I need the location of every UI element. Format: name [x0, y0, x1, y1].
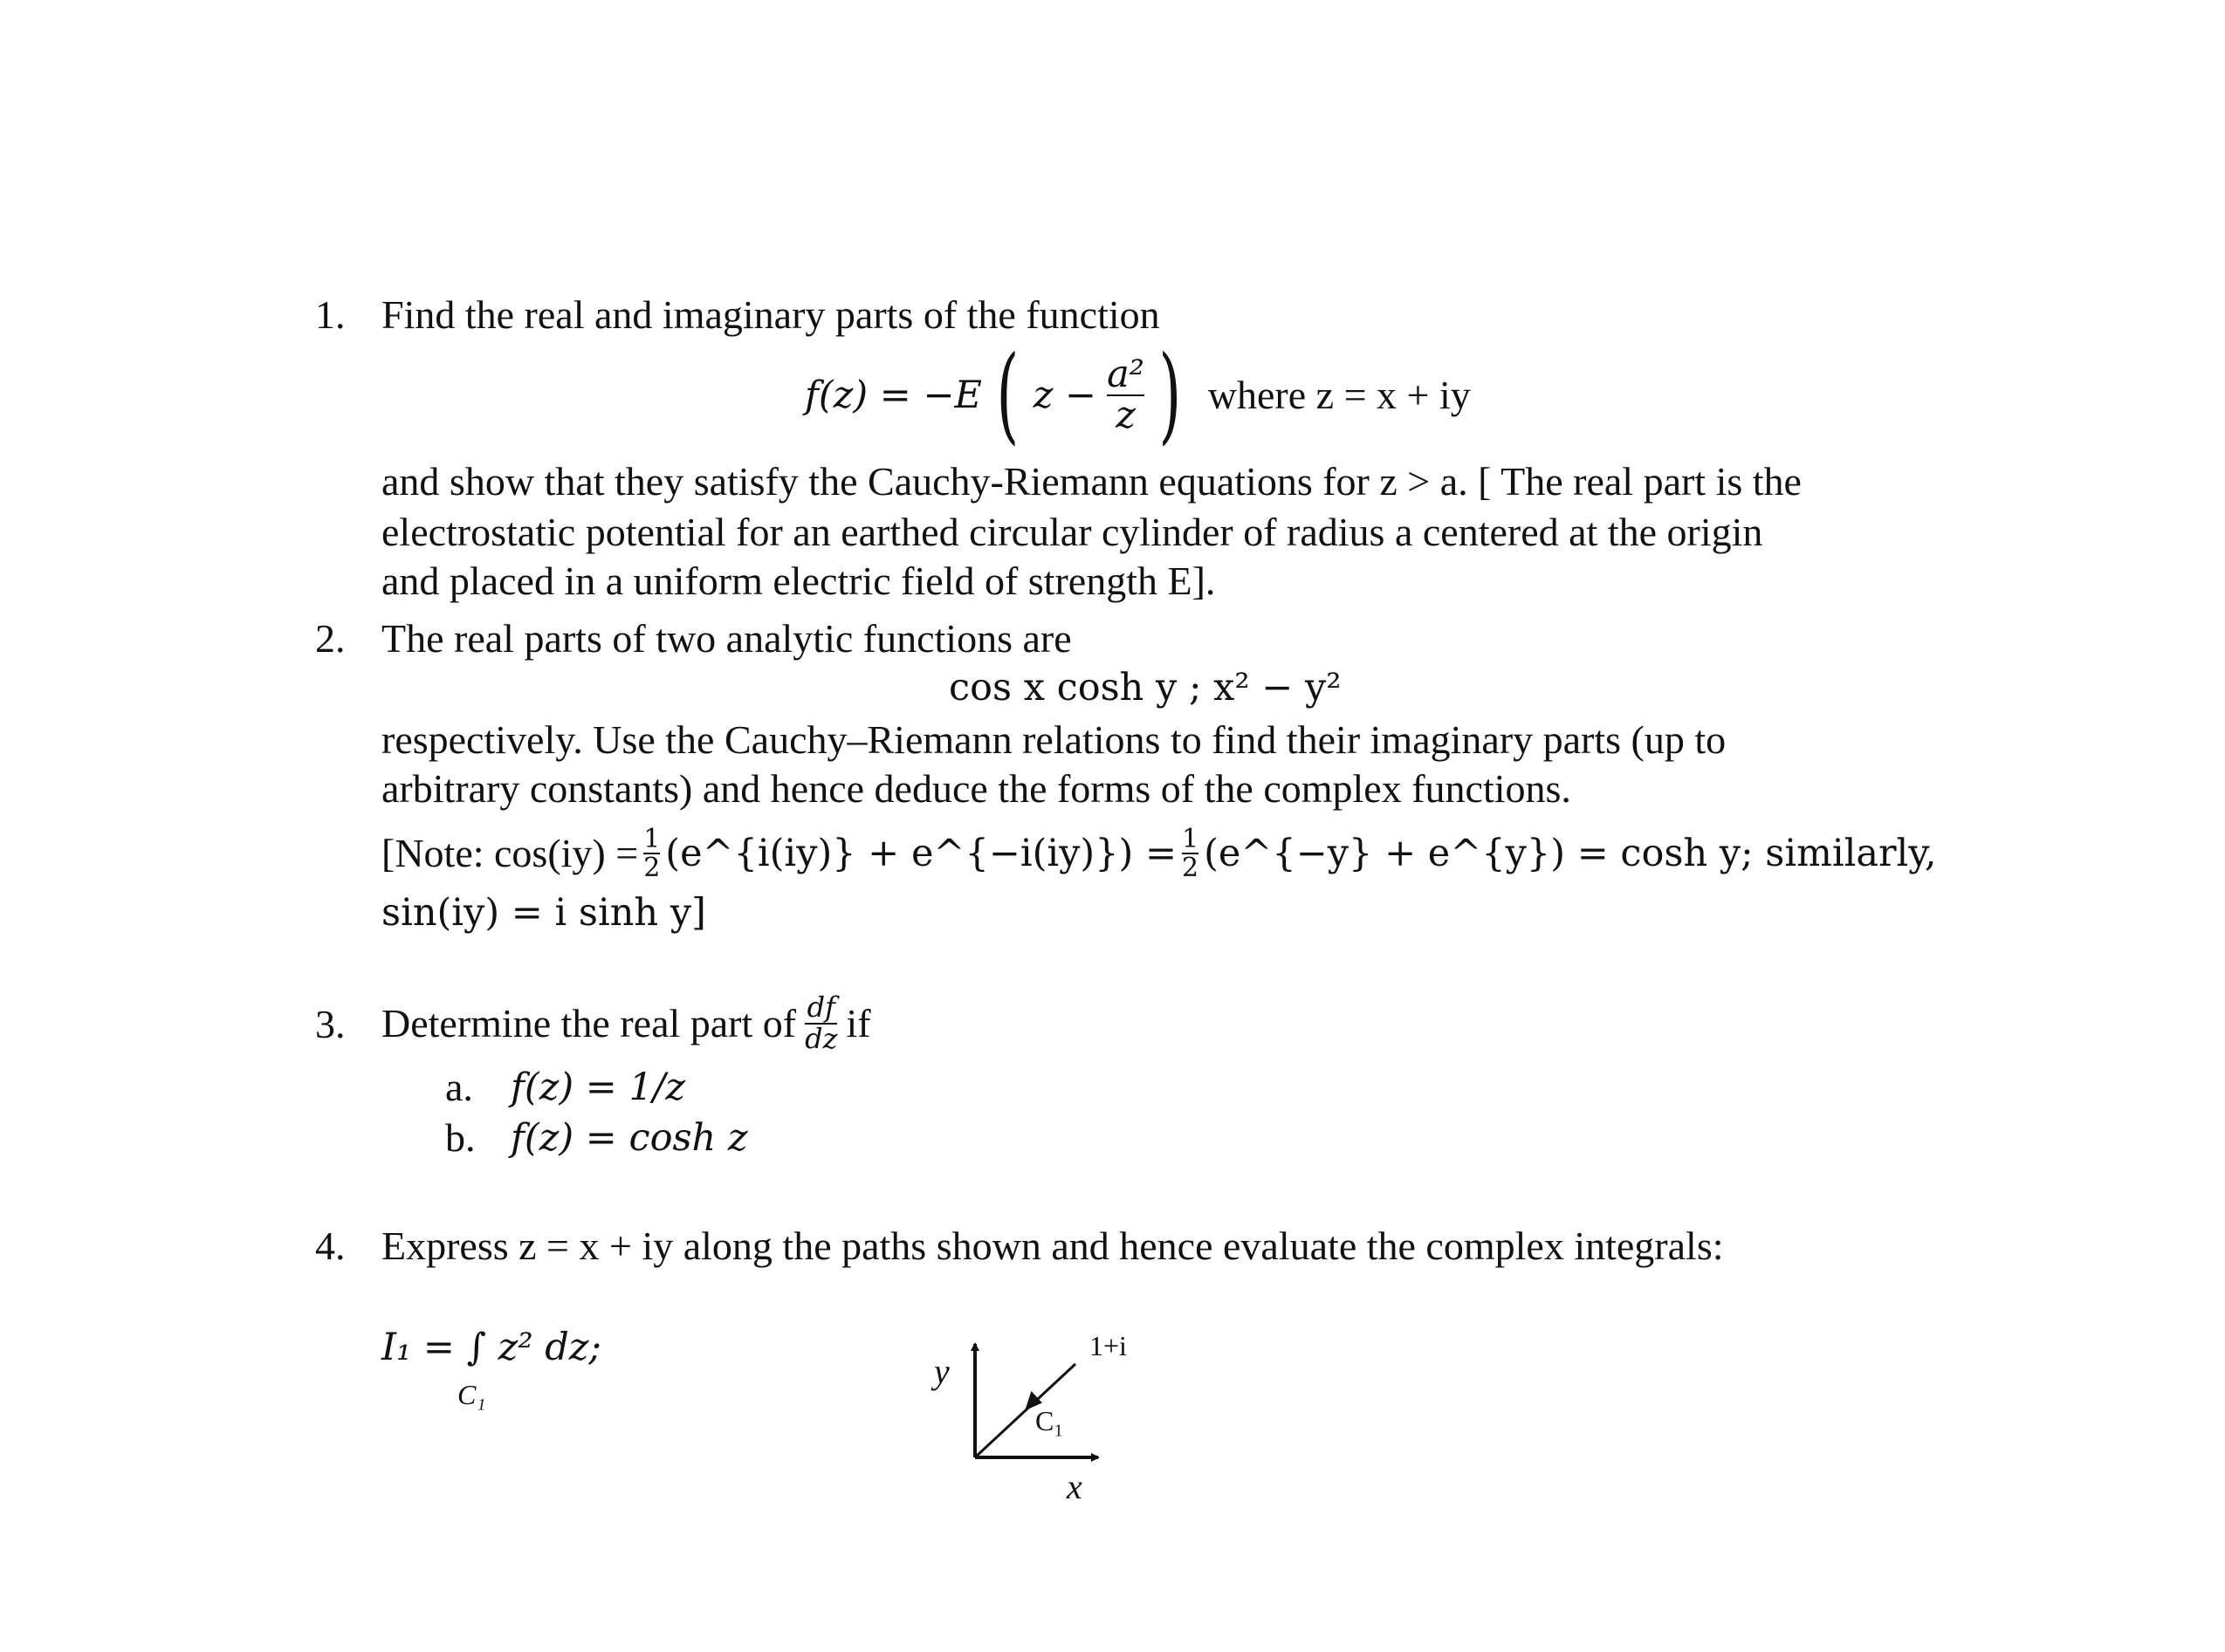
problem-1-number: 1. [315, 292, 346, 337]
problem-2-body-line-1: respectively. Use the Cauchy–Riemann relations to find their imaginary parts (up to [381, 717, 1727, 762]
note-half-1 [643, 823, 661, 883]
problem-3-number: 3. [315, 1002, 346, 1046]
note-end: (e^{−y} + e^{y}) = cosh y; similarly, [1204, 832, 1937, 875]
problem-1-body-line-1: and show that they satisfy the Cauchy-Riemann equations for z > a. [ The real part is the [381, 459, 1802, 504]
right-paren: ) [1158, 334, 1182, 456]
half-numerator: 1 [643, 823, 661, 854]
half-denominator: 2 [643, 853, 661, 883]
derivative-denominator: dz [805, 1022, 838, 1055]
problem-1-body-line-3: and placed in a uniform electric field of strength E]. [381, 559, 1216, 603]
problem-3-intro: Determine the real part of [381, 1001, 797, 1045]
integral-subscript: C₁ [457, 1379, 486, 1410]
equation-fraction [1107, 352, 1144, 437]
problem-3-intro-end: if [846, 1001, 871, 1045]
note-prefix: [Note: cos(iy) = [381, 831, 639, 875]
problem-2-equation: cos x cosh y ; x² − y² [949, 666, 1342, 709]
diagram-end-label: 1+i [1089, 1330, 1127, 1361]
problem-4-number: 4. [315, 1224, 346, 1268]
problem-2-body-line-2: arbitrary constants) and hence deduce the forms of the complex functions. [381, 766, 1571, 811]
derivative-fraction [805, 993, 837, 1053]
problem-4-intro: Express z = x + iy along the paths shown and hence evaluate the complex integrals: [381, 1224, 1724, 1268]
integral-expression: I₁ = ∫ z² dz; [381, 1326, 601, 1369]
left-paren: ( [996, 334, 1020, 456]
diagram-path-label: C₁ [1035, 1405, 1064, 1436]
problem-3-item-b-label: b. [445, 1115, 476, 1160]
equation-inner: z − [1033, 374, 1097, 417]
problem-1-intro: Find the real and imaginary parts of the function [381, 292, 1160, 337]
problem-3-item-b-expr: f(z) = cosh z [511, 1116, 748, 1160]
problem-3-item-a-label: a. [445, 1065, 473, 1109]
diagram-x-label: x [1067, 1467, 1082, 1506]
half-numerator: 1 [1182, 823, 1199, 854]
fraction-numerator: a² [1107, 352, 1144, 396]
problem-2-intro: The real parts of two analytic functions are [381, 616, 1072, 661]
problem-2-note [381, 819, 1937, 888]
diagram-y-label: y [934, 1352, 950, 1391]
note-line-2: sin(iy) = i sinh y] [381, 891, 706, 935]
equation-where: where z = x + iy [1207, 373, 1471, 417]
problem-3-item-a-expr: f(z) = 1/z [511, 1066, 685, 1109]
problem-3-intro-line [381, 984, 871, 1063]
derivative-numerator: df [807, 991, 835, 1025]
half-denominator: 2 [1182, 853, 1199, 883]
problem-1-body-line-2: electrostatic potential for an earthed circular cylinder of radius a centered at the origin [381, 510, 1763, 554]
equation-lhs: f(z) = −E [805, 374, 982, 417]
note-middle: (e^{i(iy)} + e^{−i(iy)}) = [665, 832, 1178, 875]
note-half-2 [1182, 823, 1199, 883]
fraction-denominator: z [1107, 394, 1144, 435]
problem-2-number: 2. [315, 616, 346, 661]
problem-1-equation [805, 334, 1471, 456]
